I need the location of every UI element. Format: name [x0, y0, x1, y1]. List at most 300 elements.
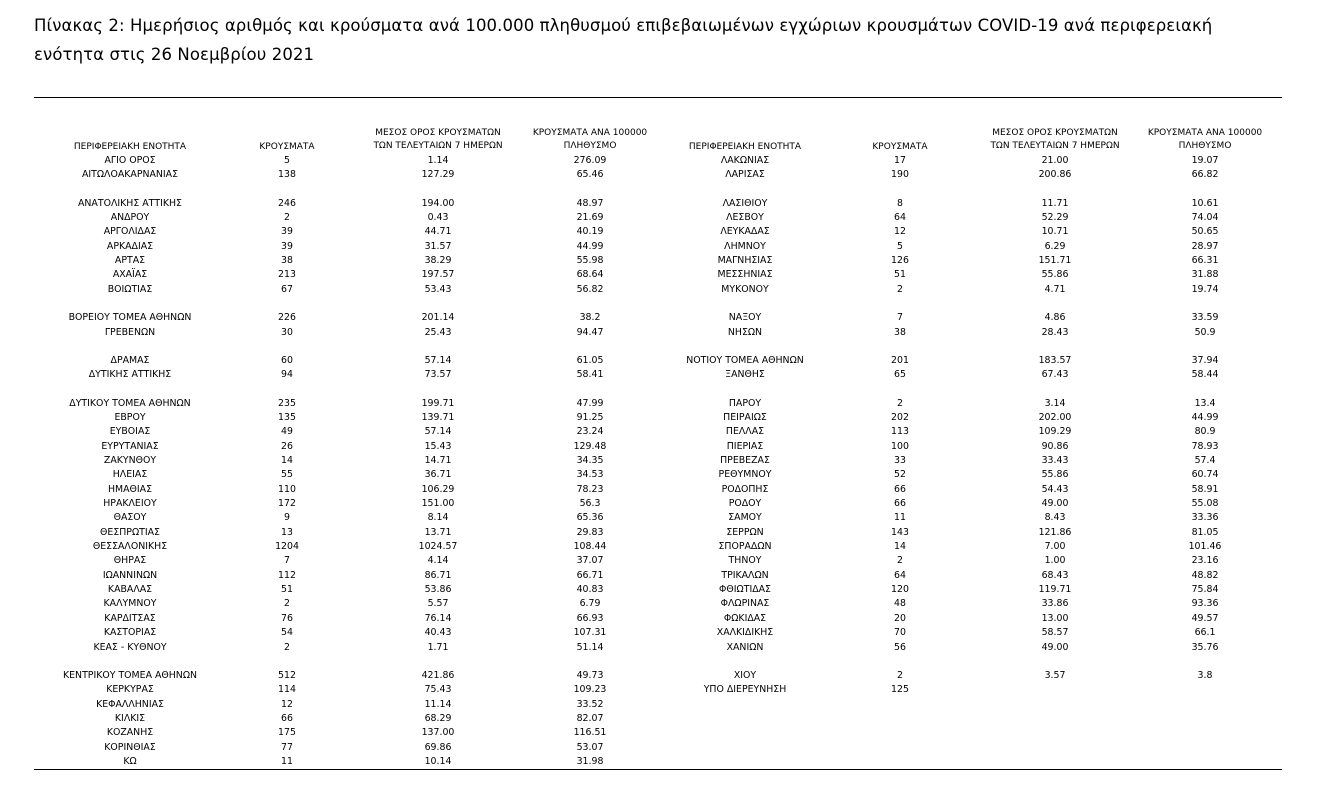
- right-cases-cell: 2: [897, 669, 903, 681]
- left-region-cell: ΚΑΛΥΜΝΟΥ: [103, 598, 157, 610]
- right-region-cell: ΦΩΚΙΔΑΣ: [723, 612, 767, 624]
- table-row: [0, 411, 1319, 425]
- left-avg7-cell: 14.71: [424, 454, 452, 466]
- left-cases-cell: 66: [281, 712, 293, 724]
- table-row: [0, 612, 1319, 626]
- right-region-cell: ΡΟΔΟΥ: [728, 498, 762, 509]
- right-per100k-cell: 57.4: [1194, 454, 1216, 466]
- left-per100k-cell: 66.93: [576, 612, 604, 624]
- right-cases-cell: 70: [894, 627, 906, 639]
- left-cases-cell: 51: [281, 584, 293, 596]
- left-cases-cell: 2: [284, 641, 290, 653]
- right-avg7-cell: 54.43: [1041, 483, 1069, 495]
- left-per100k-cell: 31.98: [576, 755, 604, 767]
- left-avg7-cell: 127.29: [421, 169, 455, 181]
- header-per100k-left-line1: ΚΡΟΥΣΜΑΤΑ ΑΝΑ 100000: [532, 128, 648, 138]
- left-avg7-cell: 15.43: [424, 440, 452, 452]
- right-avg7-cell: 109.29: [1038, 426, 1072, 438]
- right-region-cell: ΞΑΝΘΗΣ: [725, 369, 765, 381]
- header-per100k-right-line1: ΚΡΟΥΣΜΑΤΑ ΑΝΑ 100000: [1147, 128, 1263, 138]
- table-row: [0, 397, 1319, 411]
- left-region-cell: ΗΡΑΚΛΕΙΟΥ: [103, 498, 157, 509]
- left-avg7-cell: 86.71: [424, 569, 452, 581]
- right-region-cell: ΡΟΔΟΠΗΣ: [721, 483, 769, 495]
- table-row: [0, 168, 1319, 182]
- left-region-cell: ΘΕΣΣΑΛΟΝΙΚΗΣ: [92, 541, 168, 553]
- left-region-cell: ΘΑΣΟΥ: [113, 512, 147, 524]
- left-avg7-cell: 201.14: [421, 312, 455, 324]
- table-row: [0, 311, 1319, 325]
- left-cases-cell: 67: [281, 283, 293, 295]
- header-avg-right-line2: ΤΩΝ ΤΕΛΕΥΤΑΙΩΝ 7 ΗΜΕΡΩΝ: [990, 141, 1120, 151]
- right-region-cell: ΥΠΟ ΔΙΕΡΕΥΝΗΣΗ: [703, 684, 787, 696]
- right-per100k-cell: 78.93: [1191, 440, 1219, 452]
- right-per100k-cell: 19.07: [1191, 155, 1219, 166]
- left-avg7-cell: 13.71: [424, 526, 452, 538]
- left-region-cell: ΚΕΡΚΥΡΑΣ: [106, 684, 154, 696]
- left-region-cell: ΚΙΛΚΙΣ: [114, 712, 146, 724]
- header-per100k-right-line2: ΠΛΗΘΥΣΜΟ: [1178, 141, 1232, 151]
- right-avg7-cell: 58.57: [1041, 627, 1069, 639]
- right-region-cell: ΛΕΣΒΟΥ: [726, 212, 764, 224]
- right-region-cell: ΡΕΘΥΜΝΟΥ: [718, 469, 772, 481]
- left-per100k-cell: 40.19: [576, 226, 604, 238]
- left-per100k-cell: 129.48: [573, 440, 607, 452]
- left-region-cell: ΑΓΙΟ ΟΡΟΣ: [104, 155, 156, 166]
- left-per100k-cell: 6.79: [579, 598, 601, 610]
- right-per100k-cell: 33.59: [1191, 312, 1219, 324]
- right-region-cell: ΣΕΡΡΩΝ: [726, 526, 764, 538]
- right-per100k-cell: 31.88: [1191, 269, 1219, 281]
- right-region-cell: ΜΕΣΣΗΝΙΑΣ: [717, 269, 773, 281]
- left-region-cell: ΘΕΣΠΡΩΤΙΑΣ: [100, 526, 160, 538]
- right-per100k-cell: 58.91: [1191, 483, 1219, 495]
- right-per100k-cell: 66.82: [1191, 169, 1219, 181]
- right-cases-cell: 14: [894, 541, 906, 553]
- table-row: [0, 468, 1319, 482]
- right-cases-cell: 66: [894, 483, 906, 495]
- left-per100k-cell: 34.53: [576, 469, 604, 481]
- left-cases-cell: 12: [281, 698, 293, 710]
- left-avg7-cell: 137.00: [421, 727, 455, 739]
- table-row: [0, 726, 1319, 740]
- left-per100k-cell: 109.23: [573, 684, 607, 696]
- header-cases-right: ΚΡΟΥΣΜΑΤΑ: [872, 142, 928, 152]
- left-cases-cell: 60: [281, 354, 293, 366]
- left-per100k-cell: 82.07: [576, 712, 604, 724]
- left-region-cell: ΚΟΡΙΝΘΙΑΣ: [104, 741, 156, 753]
- right-region-cell: ΛΑΚΩΝΙΑΣ: [720, 155, 770, 166]
- right-per100k-cell: 23.16: [1191, 555, 1219, 567]
- right-cases-cell: 51: [894, 269, 906, 281]
- left-avg7-cell: 11.14: [424, 698, 452, 710]
- right-region-cell: ΛΗΜΝΟΥ: [724, 240, 766, 252]
- right-region-cell: ΝΟΤΙΟΥ ΤΟΜΕΑ ΑΘΗΝΩΝ: [686, 354, 804, 366]
- right-region-cell: ΜΑΓΝΗΣΙΑΣ: [717, 255, 773, 267]
- left-region-cell: ΘΗΡΑΣ: [113, 555, 147, 567]
- table-row: [0, 554, 1319, 568]
- left-avg7-cell: 73.57: [424, 369, 452, 381]
- left-cases-cell: 512: [278, 669, 296, 681]
- left-region-cell: ΔΡΑΜΑΣ: [110, 354, 150, 366]
- right-cases-cell: 56: [894, 641, 906, 653]
- right-avg7-cell: 52.29: [1041, 212, 1069, 224]
- right-avg7-cell: 55.86: [1041, 469, 1069, 481]
- header-cases-left: ΚΡΟΥΣΜΑΤΑ: [259, 142, 315, 152]
- left-per100k-cell: 66.71: [576, 569, 604, 581]
- left-region-cell: ΑΡΚΑΔΙΑΣ: [106, 240, 154, 252]
- left-per100k-cell: 21.69: [576, 212, 604, 224]
- right-avg7-cell: 55.86: [1041, 269, 1069, 281]
- right-region-cell: ΛΑΣΙΘΙΟΥ: [722, 197, 768, 209]
- table-row: [0, 483, 1319, 497]
- table-row: [0, 154, 1319, 168]
- left-cases-cell: 138: [278, 169, 296, 181]
- right-region-cell: ΠΕΛΛΑΣ: [725, 426, 765, 438]
- left-cases-cell: 246: [278, 197, 296, 209]
- left-per100k-cell: 47.99: [576, 397, 604, 409]
- right-region-cell: ΤΡΙΚΑΛΩΝ: [721, 569, 769, 581]
- right-per100k-cell: 66.1: [1194, 627, 1216, 639]
- left-avg7-cell: 57.14: [424, 426, 452, 438]
- right-cases-cell: 2: [897, 283, 903, 295]
- right-cases-cell: 202: [891, 411, 909, 423]
- left-cases-cell: 226: [278, 312, 296, 324]
- left-region-cell: ΒΟΡΕΙΟΥ ΤΟΜΕΑ ΑΘΗΝΩΝ: [68, 312, 192, 324]
- right-per100k-cell: 19.74: [1191, 283, 1219, 295]
- right-cases-cell: 12: [894, 226, 906, 238]
- table-row: [0, 583, 1319, 597]
- left-per100k-cell: 34.35: [576, 454, 604, 466]
- right-cases-cell: 38: [894, 326, 906, 338]
- left-avg7-cell: 4.14: [427, 555, 449, 567]
- left-avg7-cell: 25.43: [424, 326, 452, 338]
- left-per100k-cell: 94.47: [576, 326, 604, 338]
- left-cases-cell: 175: [278, 727, 296, 739]
- left-region-cell: ΑΝΔΡΟΥ: [110, 212, 150, 224]
- right-avg7-cell: 49.00: [1041, 641, 1069, 653]
- table-row: [0, 641, 1319, 655]
- right-per100k-cell: 50.65: [1191, 226, 1219, 238]
- header-avg-right-line1: ΜΕΣΟΣ ΟΡΟΣ ΚΡΟΥΣΜΑΤΩΝ: [992, 128, 1118, 138]
- left-cases-cell: 172: [278, 498, 296, 509]
- left-region-cell: ΕΒΡΟΥ: [114, 411, 146, 423]
- left-per100k-cell: 65.36: [576, 512, 604, 524]
- left-cases-cell: 235: [278, 397, 296, 409]
- table-row: [0, 454, 1319, 468]
- table-row: [0, 683, 1319, 697]
- left-per100k-cell: 53.07: [576, 741, 604, 753]
- left-cases-cell: 38: [281, 255, 293, 267]
- table-row: [0, 626, 1319, 640]
- left-avg7-cell: 53.86: [424, 584, 452, 596]
- right-avg7-cell: 119.71: [1038, 584, 1072, 596]
- right-cases-cell: 113: [891, 426, 909, 438]
- right-cases-cell: 2: [897, 555, 903, 567]
- left-per100k-cell: 108.44: [573, 541, 607, 553]
- left-region-cell: ΗΜΑΘΙΑΣ: [107, 483, 153, 495]
- left-region-cell: ΔΥΤΙΚΗΣ ΑΤΤΙΚΗΣ: [88, 369, 172, 381]
- right-per100k-cell: 37.94: [1191, 354, 1219, 366]
- right-region-cell: ΝΑΞΟΥ: [728, 312, 762, 324]
- left-region-cell: ΑΧΑΪΑΣ: [112, 269, 148, 281]
- right-cases-cell: 11: [894, 512, 906, 524]
- right-cases-cell: 190: [891, 169, 909, 181]
- right-cases-cell: 17: [894, 155, 906, 166]
- right-cases-cell: 65: [894, 369, 906, 381]
- left-region-cell: ΚΟΖΑΝΗΣ: [106, 727, 154, 739]
- left-per100k-cell: 44.99: [576, 240, 604, 252]
- right-per100k-cell: 66.31: [1191, 255, 1219, 267]
- right-region-cell: ΧΑΝΙΩΝ: [726, 641, 764, 653]
- left-per100k-cell: 56.82: [576, 283, 604, 295]
- table-row: [0, 669, 1319, 683]
- header-per100k-left-line2: ΠΛΗΘΥΣΜΟ: [563, 141, 617, 151]
- right-per100k-cell: 93.36: [1191, 598, 1219, 610]
- left-cases-cell: 110: [278, 483, 296, 495]
- right-per100k-cell: 3.8: [1197, 669, 1213, 681]
- right-per100k-cell: 44.99: [1191, 411, 1219, 423]
- left-cases-cell: 114: [278, 684, 296, 696]
- right-per100k-cell: 48.82: [1191, 569, 1219, 581]
- left-region-cell: ΕΥΡΥΤΑΝΙΑΣ: [101, 440, 159, 452]
- right-cases-cell: 201: [891, 354, 909, 366]
- right-avg7-cell: 33.43: [1041, 454, 1069, 466]
- right-avg7-cell: 121.86: [1038, 526, 1072, 538]
- right-per100k-cell: 58.44: [1191, 369, 1219, 381]
- left-avg7-cell: 68.29: [424, 712, 452, 724]
- left-region-cell: ΚΑΒΑΛΑΣ: [107, 584, 153, 596]
- left-region-cell: ΑΝΑΤΟΛΙΚΗΣ ΑΤΤΙΚΗΣ: [78, 197, 182, 209]
- left-per100k-cell: 51.14: [576, 641, 604, 653]
- right-avg7-cell: 3.57: [1044, 669, 1066, 681]
- left-avg7-cell: 36.71: [424, 469, 452, 481]
- left-cases-cell: 39: [281, 226, 293, 238]
- right-cases-cell: 5: [897, 240, 903, 252]
- left-avg7-cell: 421.86: [421, 669, 455, 681]
- table-row: [0, 511, 1319, 525]
- left-per100k-cell: 55.98: [576, 255, 604, 267]
- right-avg7-cell: 33.86: [1041, 598, 1069, 610]
- right-cases-cell: 100: [891, 440, 909, 452]
- left-cases-cell: 13: [281, 526, 293, 538]
- right-avg7-cell: 6.29: [1044, 240, 1066, 252]
- right-region-cell: ΧΑΛΚΙΔΙΚΗΣ: [716, 627, 774, 639]
- right-per100k-cell: 74.04: [1191, 212, 1219, 224]
- left-avg7-cell: 0.43: [427, 212, 449, 224]
- left-cases-cell: 1204: [275, 541, 299, 553]
- header-region-right: ΠΕΡΙΦΕΡΕΙΑΚΗ ΕΝΟΤΗΤΑ: [688, 142, 802, 152]
- right-avg7-cell: 13.00: [1041, 612, 1069, 624]
- left-avg7-cell: 40.43: [424, 627, 452, 639]
- right-per100k-cell: 50.9: [1194, 326, 1216, 338]
- right-avg7-cell: 21.00: [1041, 155, 1069, 166]
- right-cases-cell: 64: [894, 212, 906, 224]
- right-region-cell: ΧΙΟΥ: [733, 669, 757, 681]
- left-per100k-cell: 33.52: [576, 698, 604, 710]
- header-region-left: ΠΕΡΙΦΕΡΕΙΑΚΗ ΕΝΟΤΗΤΑ: [73, 142, 187, 152]
- right-region-cell: ΜΥΚΟΝΟΥ: [721, 283, 769, 295]
- right-per100k-cell: 10.61: [1191, 197, 1219, 209]
- left-region-cell: ΔΥΤΙΚΟΥ ΤΟΜΕΑ ΑΘΗΝΩΝ: [69, 397, 191, 409]
- right-avg7-cell: 67.43: [1041, 369, 1069, 381]
- left-region-cell: ΚΕΑΣ - ΚΥΘΝΟΥ: [93, 641, 167, 653]
- right-cases-cell: 8: [897, 197, 903, 209]
- right-region-cell: ΝΗΣΩΝ: [727, 326, 763, 338]
- table-row: [0, 240, 1319, 254]
- left-avg7-cell: 1.71: [427, 641, 449, 653]
- left-avg7-cell: 10.14: [424, 755, 452, 767]
- right-per100k-cell: 55.08: [1191, 498, 1219, 509]
- right-per100k-cell: 80.9: [1194, 426, 1216, 438]
- left-region-cell: ΓΡΕΒΕΝΩΝ: [104, 326, 156, 338]
- table-row: [0, 569, 1319, 583]
- left-region-cell: ΑΡΓΟΛΙΔΑΣ: [103, 226, 157, 238]
- right-cases-cell: 66: [894, 498, 906, 509]
- table-row: [0, 755, 1319, 769]
- left-region-cell: ΕΥΒΟΙΑΣ: [109, 426, 151, 438]
- right-per100k-cell: 75.84: [1191, 584, 1219, 596]
- right-cases-cell: 33: [894, 454, 906, 466]
- right-avg7-cell: 183.57: [1038, 354, 1072, 366]
- left-avg7-cell: 44.71: [424, 226, 452, 238]
- left-cases-cell: 135: [278, 411, 296, 423]
- right-cases-cell: 120: [891, 584, 909, 596]
- right-region-cell: ΠΑΡΟΥ: [728, 397, 762, 409]
- left-per100k-cell: 91.25: [576, 411, 604, 423]
- left-avg7-cell: 8.14: [427, 512, 449, 524]
- left-region-cell: ΙΩΑΝΝΙΝΩΝ: [102, 569, 158, 581]
- left-per100k-cell: 116.51: [573, 727, 607, 739]
- table-title: Πίνακας 2: Ημερήσιος αριθμός και κρούσματα ανά 100.000 πληθυσμού επιβεβαιωμένων εγχώριων κρουσμάτων COVID-19 ανά περιφερειακή ενότητα στις 26 Νοεμβρίου 2021: [34, 16, 1213, 64]
- right-per100k-cell: 35.76: [1191, 641, 1219, 653]
- left-per100k-cell: 29.83: [576, 526, 604, 538]
- left-per100k-cell: 40.83: [576, 584, 604, 596]
- right-avg7-cell: 49.00: [1041, 498, 1069, 509]
- table-row: [0, 268, 1319, 282]
- left-cases-cell: 5: [284, 155, 290, 166]
- left-per100k-cell: 68.64: [576, 269, 604, 281]
- left-per100k-cell: 48.97: [576, 197, 604, 209]
- left-per100k-cell: 23.24: [576, 426, 604, 438]
- right-avg7-cell: 11.71: [1041, 197, 1069, 209]
- right-per100k-cell: 28.97: [1191, 240, 1219, 252]
- left-cases-cell: 49: [281, 426, 293, 438]
- left-avg7-cell: 38.29: [424, 255, 452, 267]
- left-region-cell: ΑΡΤΑΣ: [114, 255, 146, 267]
- table-row: [0, 211, 1319, 225]
- left-cases-cell: 7: [284, 555, 290, 567]
- right-cases-cell: 52: [894, 469, 906, 481]
- table-row: [0, 368, 1319, 382]
- right-region-cell: ΤΗΝΟΥ: [728, 555, 762, 567]
- left-region-cell: ΚΑΡΔΙΤΣΑΣ: [104, 612, 156, 624]
- table-row: [0, 425, 1319, 439]
- left-avg7-cell: 69.86: [424, 741, 452, 753]
- table-row: [0, 526, 1319, 540]
- table-row: [0, 597, 1319, 611]
- right-region-cell: ΠΕΙΡΑΙΩΣ: [723, 411, 767, 423]
- left-avg7-cell: 197.57: [421, 269, 455, 281]
- left-region-cell: ΗΛΕΙΑΣ: [112, 469, 148, 481]
- left-cases-cell: 14: [281, 454, 293, 466]
- right-cases-cell: 64: [894, 569, 906, 581]
- table-row: [0, 440, 1319, 454]
- table-row: [0, 326, 1319, 340]
- right-avg7-cell: 151.71: [1038, 255, 1072, 267]
- table-row: [0, 225, 1319, 239]
- left-avg7-cell: 53.43: [424, 283, 452, 295]
- table-row: [0, 741, 1319, 755]
- right-avg7-cell: 202.00: [1038, 411, 1072, 423]
- right-per100k-cell: 49.57: [1191, 612, 1219, 624]
- right-cases-cell: 2: [897, 397, 903, 409]
- left-per100k-cell: 276.09: [573, 155, 607, 166]
- left-cases-cell: 54: [281, 627, 293, 639]
- table-row: [0, 712, 1319, 726]
- right-region-cell: ΠΡΕΒΕΖΑΣ: [720, 454, 770, 466]
- left-avg7-cell: 1.14: [427, 155, 449, 166]
- left-cases-cell: 94: [281, 369, 293, 381]
- left-region-cell: ΖΑΚΥΝΘΟΥ: [103, 454, 157, 466]
- right-per100k-cell: 60.74: [1191, 469, 1219, 481]
- right-region-cell: ΣΑΜΟΥ: [728, 512, 762, 524]
- right-avg7-cell: 10.71: [1041, 226, 1069, 238]
- right-avg7-cell: 28.43: [1041, 326, 1069, 338]
- left-cases-cell: 77: [281, 741, 293, 753]
- left-avg7-cell: 139.71: [421, 411, 455, 423]
- left-per100k-cell: 78.23: [576, 483, 604, 495]
- table-row: [0, 254, 1319, 268]
- right-per100k-cell: 81.05: [1191, 526, 1219, 538]
- left-cases-cell: 76: [281, 612, 293, 624]
- bottom-rule: [34, 769, 1282, 770]
- right-per100k-cell: 101.46: [1188, 541, 1222, 553]
- left-per100k-cell: 107.31: [573, 627, 607, 639]
- right-region-cell: ΛΕΥΚΑΔΑΣ: [720, 226, 770, 238]
- left-cases-cell: 112: [278, 569, 296, 581]
- left-cases-cell: 30: [281, 326, 293, 338]
- left-per100k-cell: 38.2: [579, 312, 601, 324]
- left-region-cell: ΚΩ: [123, 755, 137, 767]
- left-cases-cell: 11: [281, 755, 293, 767]
- table-row: [0, 497, 1319, 511]
- right-avg7-cell: 90.86: [1041, 440, 1069, 452]
- left-per100k-cell: 49.73: [576, 669, 604, 681]
- right-region-cell: ΠΙΕΡΙΑΣ: [726, 440, 764, 452]
- table-row: [0, 283, 1319, 297]
- right-cases-cell: 126: [891, 255, 909, 267]
- left-cases-cell: 9: [284, 512, 290, 524]
- right-avg7-cell: 7.00: [1044, 541, 1066, 553]
- right-region-cell: ΣΠΟΡΑΔΩΝ: [718, 541, 772, 553]
- right-cases-cell: 20: [894, 612, 906, 624]
- right-cases-cell: 7: [897, 312, 903, 324]
- table-row: [0, 698, 1319, 712]
- right-per100k-cell: 13.4: [1194, 397, 1216, 409]
- right-avg7-cell: 8.43: [1044, 512, 1066, 524]
- top-rule: [34, 97, 1282, 98]
- left-region-cell: ΚΕΝΤΡΙΚΟΥ ΤΟΜΕΑ ΑΘΗΝΩΝ: [62, 669, 197, 681]
- right-per100k-cell: 33.36: [1191, 512, 1219, 524]
- left-per100k-cell: 56.3: [579, 498, 601, 509]
- left-cases-cell: 55: [281, 469, 293, 481]
- left-cases-cell: 2: [284, 598, 290, 610]
- right-avg7-cell: 200.86: [1038, 169, 1072, 181]
- left-avg7-cell: 5.57: [427, 598, 449, 610]
- header-avg-left-line2: ΤΩΝ ΤΕΛΕΥΤΑΙΩΝ 7 ΗΜΕΡΩΝ: [373, 141, 503, 151]
- left-avg7-cell: 1024.57: [418, 541, 458, 553]
